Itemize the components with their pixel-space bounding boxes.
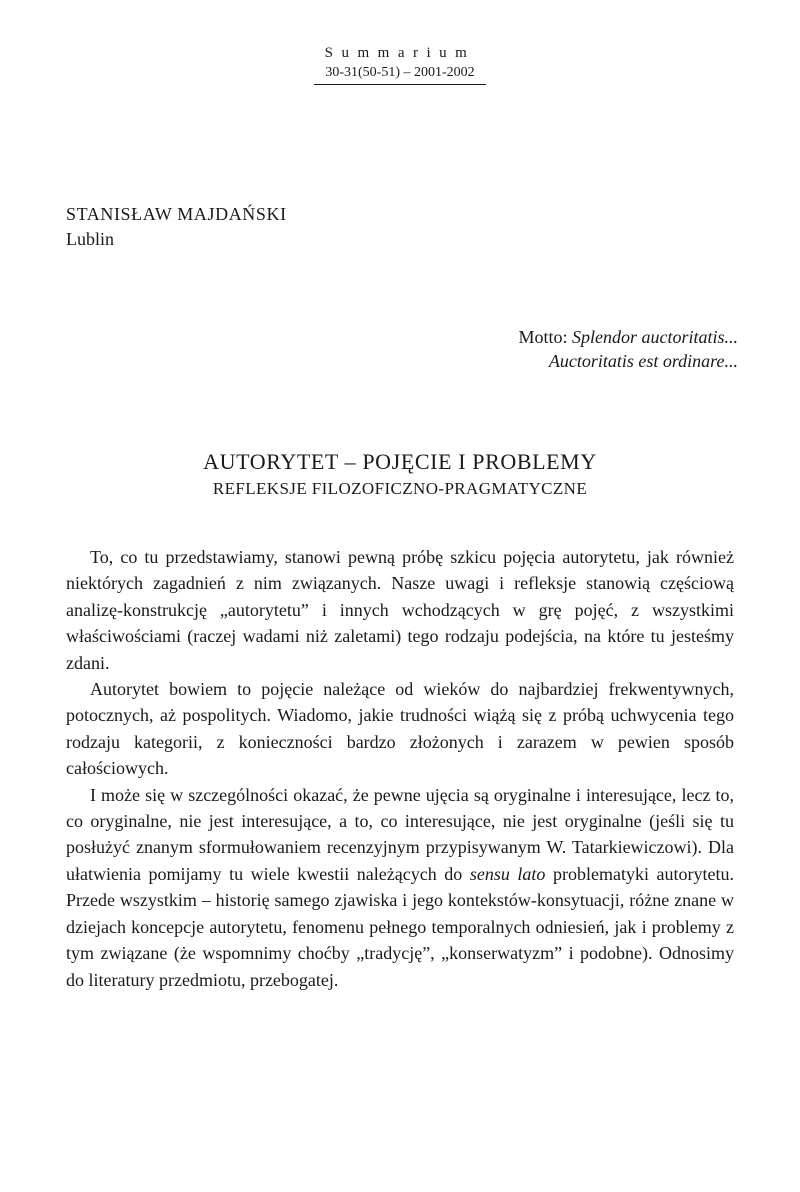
running-header: [0, 44, 800, 85]
paragraph-3-text-b: problematyki autorytetu. Przede wszystkim – historię samego zjawiska i jego kontekstów-konsytuacji, różne znane w dziejach koncepcje autorytetu, fenomenu pełnego temporalnych odniesień, jak i problemy z tym związane (że wspomnimy choćby „tradycję”, „konserwatyzm” i podobne). Odnosimy do literatury przedmiotu, przebogatej.: [66, 863, 734, 990]
paragraph-3: [66, 782, 734, 993]
author-affiliation: Lublin: [66, 229, 114, 249]
motto: [518, 325, 738, 373]
article-subtitle: REFLEKSJE FILOZOFICZNO-PRAGMATYCZNE: [212, 479, 588, 498]
article-title-block: [0, 449, 800, 501]
paragraph-2: Autorytet bowiem to pojęcie należące od wieków do najbardziej frekwentywnych, potocznych, aż pospolitych. Wiadomo, jakie trudności wiążą się z próbą uchwycenia tego rodzaju kategorii, z konieczności bardzo złożonych i zarazem w pewien sposób całościowych.: [66, 679, 734, 779]
author-block: [66, 202, 287, 252]
article-body: [66, 544, 734, 993]
motto-label: Motto:: [518, 327, 568, 347]
motto-first-line: [518, 325, 738, 349]
article-title: AUTORYTET – POJĘCIE I PROBLEMY: [203, 449, 597, 474]
paragraph-3-text-a: I może się w szczególności okazać, że pewne ujęcia są oryginalne i interesujące, lecz to, co oryginalne, nie jest interesujące, a to, co interesujące, nie jest oryginalne (jeśli się tu posłużyć znanym sformułowaniem recenzyjnym przypisywanym W. Tatarkiewiczowi). Dla ułatwienia pomijamy tu wiele kwestii należących do: [66, 784, 734, 884]
journal-name: Summarium: [324, 45, 476, 61]
issue-number: 30-31(50-51) – 2001-2002: [314, 64, 486, 85]
author-name: STANISŁAW MAJDAŃSKI: [66, 204, 287, 224]
paragraph-1: To, co tu przedstawiamy, stanowi pewną próbę szkicu pojęcia autorytetu, jak również niektórych zagadnień z nim związanych. Nasze uwagi i refleksje stanowią częściową analizę-konstrukcję „autorytetu” i innych wchodzących w grę pojęć, z wszystkimi właściwościami (raczej wadami niż zaletami) tego rodzaju podejścia, na które tu jesteśmy zdani.: [66, 547, 734, 673]
motto-quote-2: Auctoritatis est ordinare...: [548, 351, 738, 371]
motto-quote-1: Splendor auctoritatis...: [572, 327, 738, 347]
paragraph-3-italic: sensu lato: [469, 863, 546, 884]
